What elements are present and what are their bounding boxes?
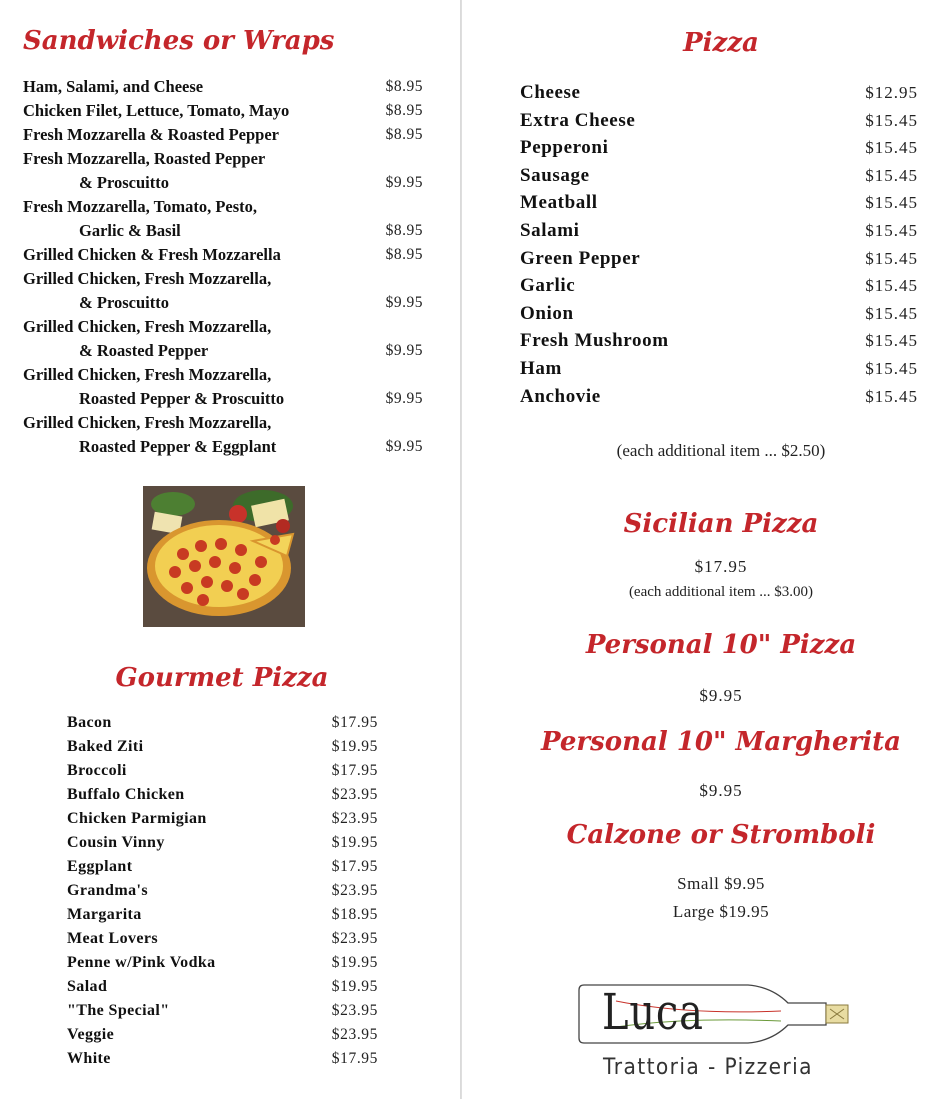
- sandwich-name: Ham, Salami, and Cheese: [23, 77, 204, 96]
- sandwich-price: $9.95: [385, 438, 423, 455]
- personal-pizza-heading: Personal 10" Pizza: [585, 630, 857, 660]
- gourmet-name: Veggie: [67, 1026, 115, 1043]
- gourmet-item: [67, 951, 378, 975]
- calzone-large-price: Large $19.95: [672, 902, 770, 921]
- pizza-item: [520, 107, 918, 135]
- pizza-item: [520, 162, 918, 190]
- pizza-price: $12.95: [865, 83, 918, 102]
- sandwich-name: Garlic & Basil: [79, 221, 181, 240]
- gourmet-price: $18.95: [331, 906, 378, 923]
- pizza-price: $15.45: [865, 358, 918, 378]
- gourmet-price: $17.95: [331, 714, 378, 731]
- calzone-small-price: Small $9.95: [677, 874, 765, 893]
- logo-name: Luca: [602, 983, 704, 1041]
- sandwich-item: [23, 147, 423, 195]
- sandwich-name: Fresh Mozzarella, Roasted Pepper: [23, 149, 266, 168]
- sandwich-name: Roasted Pepper & Proscuitto: [79, 389, 285, 408]
- sandwich-name: & Proscuitto: [79, 293, 169, 312]
- sicilian-extra-note: (each additional item ... $3.00): [628, 584, 814, 600]
- sandwich-price: $8.95: [385, 78, 423, 95]
- pizza-price: $15.45: [865, 138, 918, 158]
- gourmet-name: Chicken Parmigian: [67, 810, 207, 827]
- sandwich-name: Roasted Pepper & Eggplant: [79, 437, 277, 456]
- pizza-item: [520, 245, 918, 273]
- sandwich-price: $9.95: [385, 294, 423, 311]
- pizza-name: Cheese: [520, 82, 581, 103]
- sandwich-name: Fresh Mozzarella, Tomato, Pesto,: [23, 197, 258, 216]
- pizza-photo: [143, 486, 305, 627]
- pizza-name: Green Pepper: [520, 247, 641, 269]
- gourmet-price: $23.95: [331, 930, 378, 947]
- pizza-name: Garlic: [520, 275, 576, 297]
- sandwich-price: $9.95: [385, 174, 423, 191]
- gourmet-item: [67, 879, 378, 903]
- pizza-price: $15.45: [865, 386, 918, 406]
- pizza-heading: Pizza: [683, 28, 759, 58]
- gourmet-item: [67, 1047, 378, 1071]
- sandwich-price: $9.95: [385, 390, 423, 407]
- logo-tagline: Trattoria - Pizzeria: [603, 1055, 813, 1080]
- sandwich-price: $8.95: [385, 222, 423, 239]
- sandwich-item: [23, 99, 423, 123]
- gourmet-name: "The Special": [67, 1002, 170, 1019]
- pizza-name: Extra Cheese: [520, 109, 636, 131]
- gourmet-name: Cousin Vinny: [67, 834, 165, 851]
- sandwich-name: Grilled Chicken, Fresh Mozzarella,: [23, 413, 272, 432]
- sicilian-price: $17.95: [694, 557, 748, 576]
- gourmet-item: [67, 855, 378, 879]
- sandwiches-list: [23, 75, 423, 459]
- pizza-name: Fresh Mushroom: [520, 330, 669, 352]
- personal-pizza-price: $9.95: [699, 686, 743, 705]
- gourmet-name: Meat Lovers: [67, 930, 159, 947]
- sandwich-name: & Proscuitto: [79, 173, 169, 192]
- gourmet-price: $19.95: [331, 954, 378, 971]
- sandwich-price: $8.95: [385, 102, 423, 119]
- margherita-price: $9.95: [699, 781, 743, 800]
- gourmet-item: [67, 903, 378, 927]
- gourmet-price: $17.95: [331, 762, 378, 779]
- gourmet-price: $17.95: [331, 858, 378, 875]
- pizza-extra-note: (each additional item ... $2.50): [616, 441, 826, 460]
- pizza-price: $15.45: [865, 276, 918, 296]
- pizza-name: Pepperoni: [520, 137, 609, 159]
- gourmet-name: White: [67, 1050, 111, 1067]
- sandwich-name: Chicken Filet, Lettuce, Tomato, Mayo: [23, 101, 290, 120]
- sandwich-price: $8.95: [385, 126, 423, 143]
- gourmet-price: $23.95: [331, 786, 378, 803]
- gourmet-name: Grandma's: [67, 882, 148, 899]
- sandwich-item: [23, 243, 423, 267]
- sandwich-name: Grilled Chicken & Fresh Mozzarella: [23, 245, 281, 264]
- gourmet-price: $19.95: [331, 978, 378, 995]
- sandwich-name: Fresh Mozzarella & Roasted Pepper: [23, 125, 279, 144]
- sandwich-name: Grilled Chicken, Fresh Mozzarella,: [23, 269, 272, 288]
- pizza-item: [520, 327, 918, 355]
- pizza-price: $15.45: [865, 220, 918, 240]
- pizza-name: Ham: [520, 357, 562, 379]
- gourmet-name: Margarita: [67, 906, 142, 923]
- page-fold: [460, 0, 462, 1099]
- sandwich-item: [23, 363, 423, 411]
- pizza-price: $15.45: [865, 110, 918, 130]
- sandwich-item: [23, 315, 423, 363]
- sandwich-price: $8.95: [385, 246, 423, 263]
- pizza-name: Onion: [520, 302, 574, 324]
- pizza-item: [520, 355, 918, 383]
- pizza-item: [520, 189, 918, 217]
- gourmet-name: Penne w/Pink Vodka: [67, 954, 216, 971]
- pizza-name: Sausage: [520, 164, 590, 186]
- gourmet-price: $23.95: [331, 882, 378, 899]
- pizza-item: [520, 217, 918, 245]
- pizza-price: $15.45: [865, 303, 918, 323]
- pizza-price: $15.45: [865, 331, 918, 351]
- pizza-illustration: [143, 486, 305, 627]
- luca-logo: [576, 981, 876, 1086]
- sandwich-item: [23, 195, 423, 243]
- pizza-name: Meatball: [520, 192, 598, 214]
- gourmet-price: $23.95: [331, 1026, 378, 1043]
- gourmet-price: $17.95: [331, 1050, 378, 1067]
- pizza-item: [520, 79, 918, 107]
- gourmet-item: [67, 831, 378, 855]
- sandwich-item: [23, 123, 423, 147]
- pizza-price: $15.45: [865, 165, 918, 185]
- gourmet-name: Salad: [67, 978, 108, 995]
- gourmet-name: Baked Ziti: [67, 738, 144, 755]
- gourmet-item: [67, 783, 378, 807]
- gourmet-name: Eggplant: [67, 858, 133, 875]
- pizza-price: $15.45: [865, 248, 918, 268]
- sandwich-name: Grilled Chicken, Fresh Mozzarella,: [23, 317, 272, 336]
- gourmet-list: [67, 711, 378, 1071]
- pizza-item: [520, 272, 918, 300]
- pizza-item: [520, 383, 918, 411]
- gourmet-item: [67, 807, 378, 831]
- gourmet-item: [67, 711, 378, 735]
- gourmet-price: $23.95: [331, 1002, 378, 1019]
- sandwich-name: Grilled Chicken, Fresh Mozzarella,: [23, 365, 272, 384]
- sandwiches-heading: Sandwiches or Wraps: [23, 26, 335, 56]
- gourmet-item: [67, 999, 378, 1023]
- sandwich-item: [23, 75, 423, 99]
- gourmet-name: Buffalo Chicken: [67, 786, 185, 803]
- margherita-heading: Personal 10" Margherita: [541, 727, 901, 757]
- pizza-name: Salami: [520, 219, 580, 241]
- pizza-price: $15.45: [865, 193, 918, 213]
- gourmet-item: [67, 735, 378, 759]
- sandwich-item: [23, 411, 423, 459]
- calzone-heading: Calzone or Stromboli: [566, 820, 876, 850]
- sandwich-price: $9.95: [385, 342, 423, 359]
- gourmet-item: [67, 975, 378, 999]
- pizza-item: [520, 300, 918, 328]
- gourmet-price: $19.95: [331, 738, 378, 755]
- gourmet-item: [67, 927, 378, 951]
- pizza-name: Anchovie: [520, 385, 601, 407]
- sandwich-item: [23, 267, 423, 315]
- gourmet-item: [67, 1023, 378, 1047]
- gourmet-price: $19.95: [331, 834, 378, 851]
- gourmet-price: $23.95: [331, 810, 378, 827]
- pizza-item: [520, 134, 918, 162]
- gourmet-name: Bacon: [67, 714, 112, 731]
- gourmet-name: Broccoli: [67, 762, 127, 779]
- pizza-list: [520, 79, 918, 410]
- sandwich-name: & Roasted Pepper: [79, 341, 209, 360]
- gourmet-heading: Gourmet Pizza: [115, 663, 329, 693]
- sicilian-heading: Sicilian Pizza: [623, 509, 819, 539]
- gourmet-item: [67, 759, 378, 783]
